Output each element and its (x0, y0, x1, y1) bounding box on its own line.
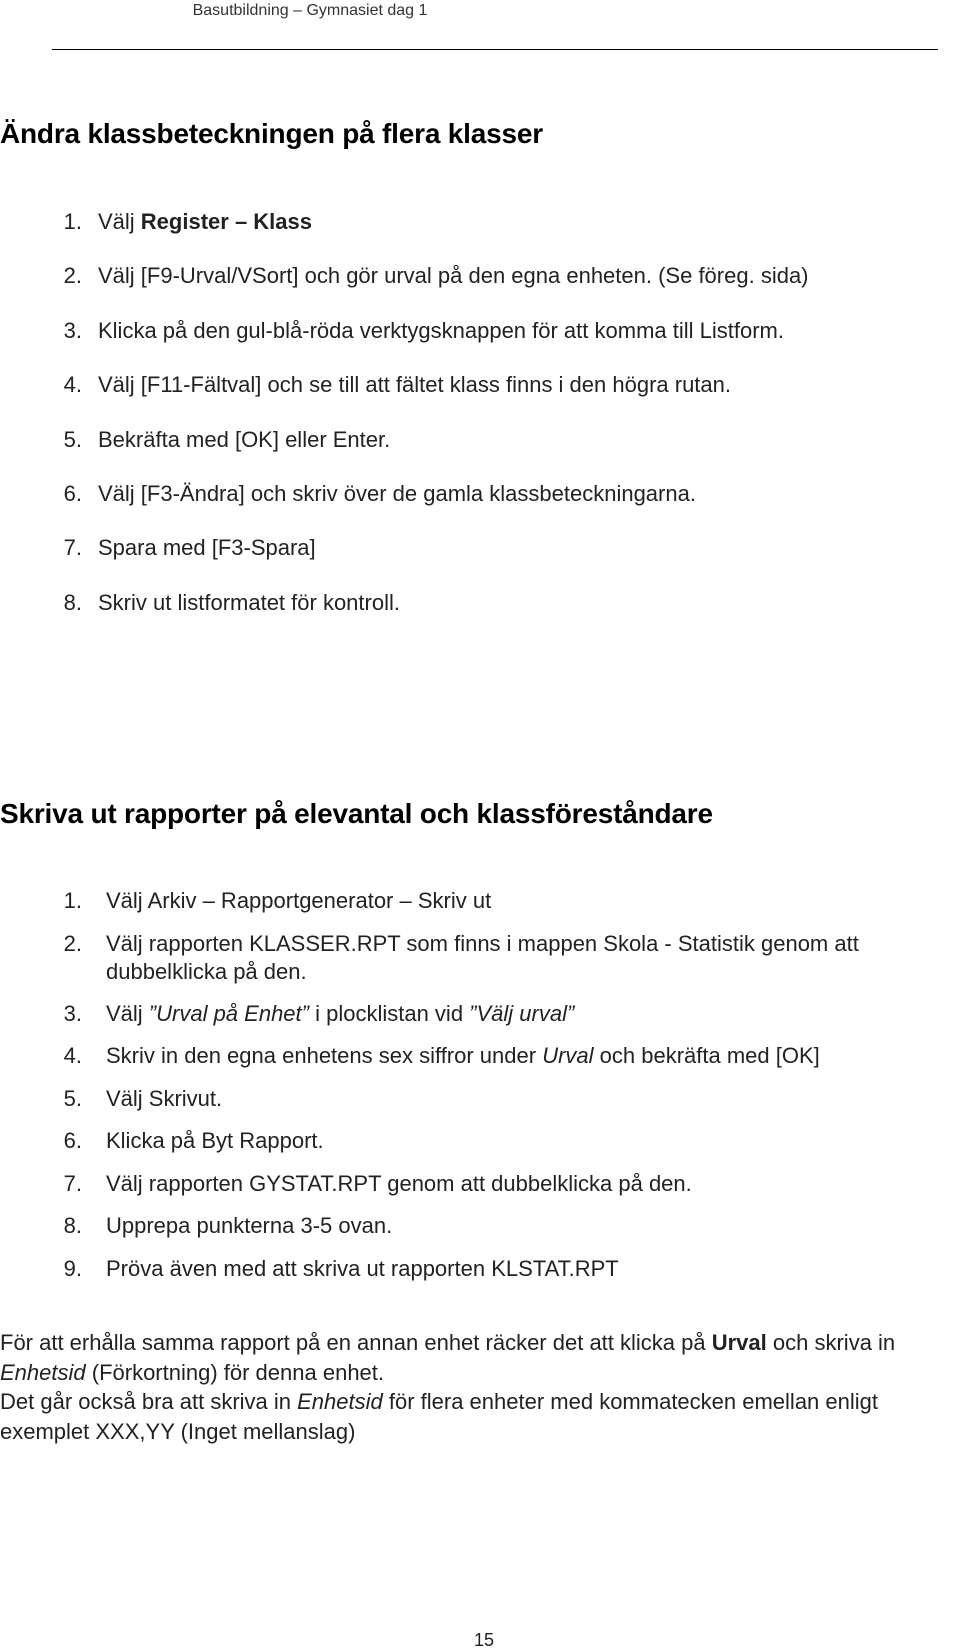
page-header: Basutbildning – Gymnasiet dag 1 (192, 2, 428, 19)
step-text: Klicka på Byt Rapport. (106, 1128, 324, 1153)
step-number: 2. (63, 930, 82, 956)
list-item (0, 1127, 960, 1170)
header-divider (52, 49, 938, 50)
step-text (106, 1042, 956, 1070)
section-heading: Ändra klassbeteckningen på flera klasser (0, 118, 543, 149)
field-name: Urval (542, 1043, 594, 1068)
list-item (0, 930, 960, 1000)
list-item (0, 1255, 960, 1298)
step-text: Välj [F3-Ändra] och skriv över de gamla klassbeteckningarna. (98, 480, 696, 506)
list-item (0, 1042, 960, 1085)
paragraph-text: Det går också bra att skriva in (0, 1389, 298, 1414)
paragraph (0, 1328, 960, 1387)
step-text: Välj [F9-Urval/VSort] och gör urval på den egna enheten. (Se föreg. sida) (98, 263, 809, 289)
step-text: Välj Skrivut. (106, 1085, 223, 1111)
step-number: 5. (63, 426, 82, 452)
step-number: 3. (63, 1000, 82, 1026)
body-paragraphs (0, 1328, 960, 1446)
field-name: Enhetsid (297, 1389, 383, 1414)
step-text (106, 1000, 956, 1028)
field-name: ”Välj urval” (469, 1000, 575, 1026)
step-number: 7. (63, 1170, 82, 1196)
page-number: 15 (474, 1630, 495, 1650)
paragraph-text: (Förkortning) för denna enhet. (85, 1359, 385, 1385)
step-text: Välj rapporten KLASSER.RPT som finns i mappen Skola - Statistik genom att dubbelklicka på den. (106, 930, 859, 984)
field-name: Enhetsid (0, 1359, 86, 1385)
step-number: 2. (63, 263, 82, 289)
step-list (0, 887, 960, 1297)
step-text (98, 208, 312, 236)
step-text-part: i plocklistan vid (308, 1000, 470, 1026)
step-number: 4. (63, 372, 82, 398)
step-text: Spara med [F3-Spara] (98, 535, 316, 561)
list-item (0, 887, 960, 930)
step-text: Klicka på den gul-blå-röda verktygsknappen för att komma till Listform. (98, 317, 784, 343)
step-number: 9. (63, 1255, 82, 1281)
option-name: ”Urval på Enhet” (148, 1000, 309, 1026)
step-text: Bekräfta med [OK] eller Enter. (98, 426, 391, 452)
step-number: 6. (63, 1128, 82, 1153)
list-item (0, 1212, 960, 1255)
paragraph-text: för flera enheter med kommatecken emellan enligt exemplet XXX,YY (Inget mellanslag) (0, 1389, 878, 1444)
step-number: 4. (63, 1043, 82, 1068)
list-item (0, 1085, 960, 1128)
step-number: 1. (63, 888, 82, 913)
paragraph-text: och skriva in (766, 1330, 896, 1355)
paragraph (0, 1387, 960, 1446)
step-text: Välj rapporten GYSTAT.RPT genom att dubbelklicka på den. (106, 1170, 692, 1196)
step-number: 8. (63, 1213, 82, 1238)
step-number: 5. (63, 1085, 82, 1111)
step-text-part: Skriv in den egna enhetens sex siffror under (106, 1043, 543, 1068)
menu-path: Register – Klass (140, 209, 312, 234)
step-number: 7. (63, 535, 82, 561)
section-heading: Skriva ut rapporter på elevantal och klassföreståndare (0, 798, 713, 829)
step-number: 1. (63, 209, 82, 234)
step-text-part: och bekräfta med [OK] (593, 1043, 820, 1068)
step-text-part: Välj (98, 209, 141, 234)
paragraph-text: För att erhålla samma rapport på en annan enhet räcker det att klicka på (0, 1330, 712, 1355)
list-item (0, 1170, 960, 1213)
step-text: Välj Arkiv – Rapportgenerator – Skriv ut (106, 888, 492, 913)
step-number: 6. (63, 480, 82, 506)
step-number: 3. (63, 317, 82, 343)
list-item (0, 1000, 960, 1043)
step-text-part: Välj (106, 1000, 149, 1026)
step-number: 8. (63, 589, 82, 615)
step-text: Upprepa punkterna 3-5 ovan. (106, 1213, 393, 1238)
step-text: Pröva även med att skriva ut rapporten KLSTAT.RPT (106, 1255, 619, 1281)
step-text: Skriv ut listformatet för kontroll. (98, 589, 400, 615)
field-name: Urval (711, 1330, 767, 1355)
step-text: Välj [F11-Fältval] och se till att fältet klass finns i den högra rutan. (98, 372, 732, 398)
